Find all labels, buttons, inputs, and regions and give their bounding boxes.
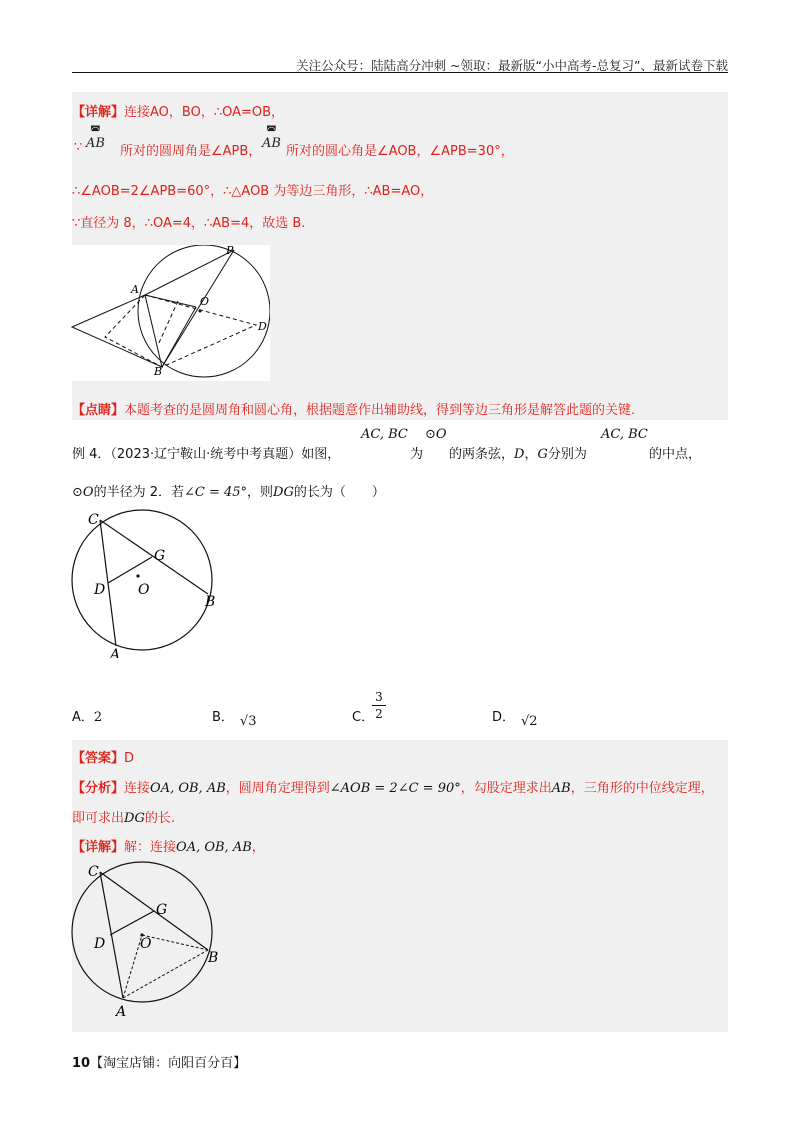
fig1-label-o: O	[200, 295, 210, 308]
because-symbol: ∵	[74, 140, 83, 155]
fig2-label-c: C	[88, 512, 99, 528]
analysis-text-5: 即可求出	[72, 811, 125, 826]
shop-name: 【淘宝店铺：向阳百分百】	[90, 1056, 247, 1071]
fig1-label-p: P	[226, 245, 234, 257]
fig3-label-c: C	[88, 864, 99, 880]
comma: ，	[524, 447, 538, 462]
option-b-value: √3	[239, 714, 257, 729]
point-g: G	[537, 447, 548, 462]
fig3-label-d: D	[94, 936, 106, 952]
option-a-value: 2	[93, 710, 103, 725]
detail-line-2	[74, 140, 82, 155]
figure-circle-solution	[70, 860, 235, 1020]
analysis-dg: DG	[124, 811, 145, 826]
analysis-line-1	[72, 777, 714, 796]
radius-text: 的半径为 2．若	[93, 485, 184, 500]
detail-line-3: ∴∠AOB=2∠APB=60°，∴△AOB 为等边三角形，∴AB=AO，	[72, 184, 434, 199]
detail-tag: 【详解】	[72, 105, 125, 120]
analysis-text-4: ，三角形的中位线定理，	[570, 781, 714, 796]
option-d-label: D．	[492, 710, 516, 725]
fig2-label-a: A	[110, 647, 121, 658]
example4-chord-desc: 的两条弦，	[449, 447, 515, 462]
example4-text-mid	[449, 443, 587, 462]
analysis-equation: ∠AOB = 2∠C = 90°	[329, 781, 461, 796]
option-d	[492, 706, 538, 729]
option-b-label: B．	[212, 710, 234, 725]
point-d: D	[514, 447, 525, 462]
fig2-label-d: D	[94, 582, 106, 598]
arc-icon: ◚	[266, 124, 277, 137]
detail-line-4: ∵直径为 8，∴OA=4，∴AB=4，故选 B.	[72, 216, 306, 231]
fig1-label-d: D	[258, 320, 267, 333]
detail2-tag: 【详解】	[72, 840, 125, 855]
page-footer	[72, 1052, 246, 1071]
then-text: ，则	[247, 485, 274, 500]
analysis-text-3: ，勾股定理求出	[460, 781, 552, 796]
segment-dg: DG	[273, 485, 294, 500]
fig1-label-b: B	[154, 365, 163, 378]
analysis-tag: 【分析】	[72, 781, 125, 796]
fig2-label-o: O	[138, 582, 150, 598]
page-header: 关注公众号：陆陆高分冲刺 ~领取：最新版“小中高考-总复习”、最新试卷下载	[296, 58, 728, 73]
arc-icon: ◚	[90, 124, 101, 137]
fig2-label-b: B	[205, 594, 216, 610]
question-text: 的长为（ ）	[293, 485, 385, 500]
header-rule	[72, 72, 728, 73]
answer-value: D	[124, 751, 135, 766]
example4-chords: AC, BC	[361, 427, 408, 442]
analysis-segments: OA, OB, AB	[150, 781, 226, 796]
arc-label: AB	[262, 136, 281, 151]
example4-chords-2: AC, BC	[601, 427, 648, 442]
analysis-text-2: ，圆周角定理得到	[225, 781, 330, 796]
detail-line-1	[72, 101, 284, 120]
option-a-label: A．	[72, 710, 94, 725]
fig1-label-a: A	[131, 283, 139, 296]
option-a	[72, 706, 102, 725]
fraction-bar	[372, 705, 386, 706]
fig3-label-g: G	[156, 902, 168, 918]
comment-line	[72, 399, 635, 418]
detail-line-2-end: 所对的圆心角是∠AOB，∠APB=30°，	[286, 144, 514, 159]
comment-tag: 【点睛】	[72, 403, 125, 418]
fig2-label-g: G	[154, 548, 166, 564]
detail-line-2-mid: 所对的圆周角是∠APB，	[120, 144, 262, 159]
option-c-fraction	[372, 690, 386, 721]
detail-text: 连接AO，BO，∴OA=OB，	[124, 105, 285, 120]
analysis-text-6: 的长.	[144, 811, 175, 826]
example4-circle-o: ⊙O	[425, 427, 447, 442]
option-c-label: C．	[352, 710, 375, 725]
detail2-segments: OA, OB, AB	[176, 840, 252, 855]
example4-prefix: 例 4．（2023·辽宁鞍山·统考中考真题）如图，	[72, 447, 341, 462]
detail2-line	[72, 836, 265, 855]
fraction-denominator: 2	[375, 707, 383, 721]
angle-condition: ∠C = 45°	[183, 485, 248, 500]
figure-circle-cgb	[70, 508, 230, 658]
figure-circle-apb	[70, 245, 270, 381]
answer-line	[72, 747, 134, 766]
fraction-numerator: 3	[375, 690, 383, 704]
fig3-label-b: B	[208, 950, 219, 966]
example4-text-end2: 的中点，	[649, 447, 702, 462]
fig3-label-o: O	[140, 936, 152, 952]
option-d-value: √2	[521, 714, 538, 729]
analysis-line-2	[72, 807, 175, 826]
detail2-text-1: 解：连接	[124, 840, 177, 855]
arc-label: AB	[86, 136, 105, 151]
answer-tag: 【答案】	[72, 751, 125, 766]
page-number: 10	[72, 1056, 91, 1071]
circle-o: ⊙O	[72, 485, 94, 500]
example4-text-end1: 分别为	[547, 447, 587, 462]
comment-text: 本题考查的是圆周角和圆心角，根据题意作出辅助线，得到等边三角形是解答此题的关键.	[124, 403, 636, 418]
fig3-label-a: A	[116, 1004, 127, 1020]
example4-wei: 为	[410, 447, 424, 462]
detail2-text-2: ，	[251, 840, 265, 855]
example4-line-2	[72, 481, 385, 500]
analysis-text-1: 连接	[124, 781, 151, 796]
option-b	[212, 706, 257, 729]
analysis-ab: AB	[551, 781, 571, 796]
